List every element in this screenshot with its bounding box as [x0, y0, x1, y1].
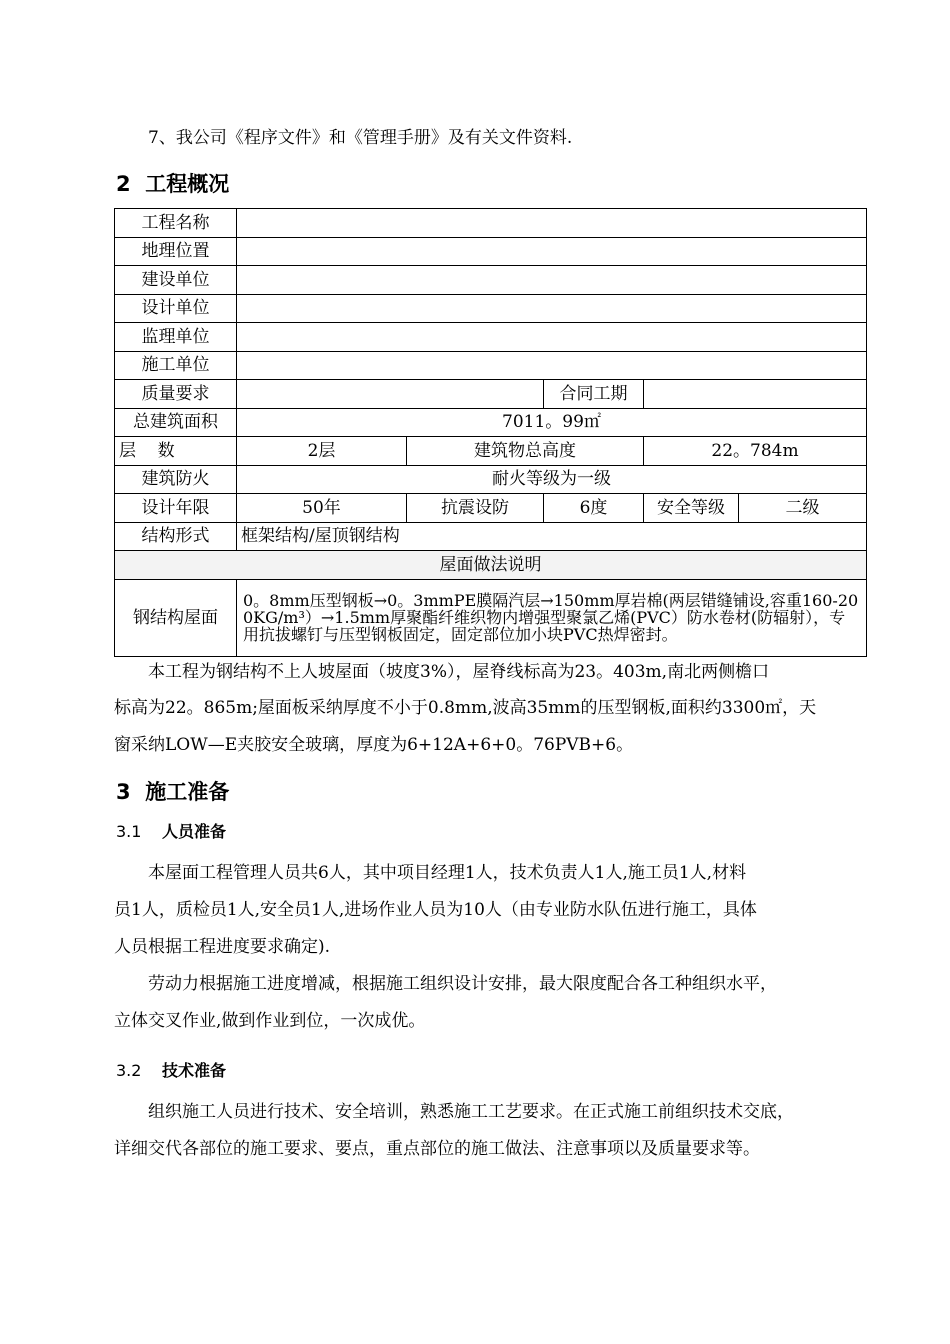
section-3-2-number: 3.2: [116, 1061, 142, 1080]
fire-value: 耐火等级为一级: [237, 465, 867, 494]
section-2-heading: [116, 172, 229, 196]
table-row: [115, 494, 867, 523]
safety-value: 二级: [739, 494, 867, 523]
location-value: [237, 237, 867, 266]
contractor-value: [237, 351, 867, 380]
safety-label: 安全等级: [644, 494, 739, 523]
supervisor-value: [237, 323, 867, 352]
section-3-2-heading: [116, 1061, 226, 1081]
project-name-label: 工程名称: [115, 209, 237, 238]
floors-value: 2层: [237, 437, 407, 466]
total-area-value: 7011。99㎡: [237, 408, 867, 437]
height-label: 建筑物总高度: [407, 437, 644, 466]
labor-paragraph-line-1: 劳动力根据施工进度增减，根据施工组织设计安排，最大限度配合各工种组织水平，: [148, 974, 777, 994]
project-overview-table: [114, 208, 867, 657]
structure-value: 框架结构/屋顶钢结构: [237, 522, 867, 551]
table-row: [115, 209, 867, 238]
seismic-label: 抗震设防: [407, 494, 544, 523]
table-row: [115, 522, 867, 551]
design-life-value: 50年: [237, 494, 407, 523]
total-area-label: 总建筑面积: [115, 408, 237, 437]
table-row: [115, 465, 867, 494]
table-row: [115, 237, 867, 266]
staff-paragraph-line-3: 人员根据工程进度要求确定).: [114, 937, 331, 957]
section-2-title: 工程概况: [145, 172, 230, 196]
supervisor-label: 监理单位: [115, 323, 237, 352]
table-row: [115, 294, 867, 323]
contractor-label: 施工单位: [115, 351, 237, 380]
fire-label: 建筑防火: [115, 465, 237, 494]
section-3-title: 施工准备: [145, 780, 230, 804]
tech-paragraph-line-2: 详细交代各部位的施工要求、要点，重点部位的施工做法、注意事项以及质量要求等。: [114, 1139, 760, 1159]
section-3-1-heading: [116, 822, 226, 842]
design-life-label: 设计年限: [115, 494, 237, 523]
table-row: [115, 351, 867, 380]
table-row: [115, 551, 867, 580]
staff-paragraph-line-1: 本屋面工程管理人员共6人，其中项目经理1人，技术负责人1人,施工员1人,材料: [148, 863, 747, 883]
designer-label: 设计单位: [115, 294, 237, 323]
section-2-number: 2: [116, 172, 131, 196]
structure-label: 结构形式: [115, 522, 237, 551]
table-row: [115, 579, 867, 656]
owner-value: [237, 266, 867, 295]
section-3-2-title: 技术准备: [162, 1061, 227, 1080]
location-label: 地理位置: [115, 237, 237, 266]
quality-label: 质量要求: [115, 380, 237, 409]
tech-paragraph-line-1: 组织施工人员进行技术、安全培训，熟悉施工工艺要求。在正式施工前组织技术交底，: [148, 1102, 794, 1122]
section-3-1-number: 3.1: [116, 822, 142, 841]
project-name-value: [237, 209, 867, 238]
roof-paragraph-line-1: 本工程为钢结构不上人坡屋面（坡度3%），屋脊线标高为23。403m,南北两侧檐口: [148, 662, 770, 682]
roof-paragraph-line-3: 窗采纳LOW—E夹胶安全玻璃，厚度为6+12A+6+0。76PVB+6。: [114, 735, 634, 755]
floors-label: 层 数: [115, 437, 237, 466]
table-row: [115, 380, 867, 409]
section-3-1-title: 人员准备: [162, 822, 227, 841]
height-value: 22。784m: [644, 437, 867, 466]
seismic-value: 6度: [544, 494, 644, 523]
designer-value: [237, 294, 867, 323]
table-row: [115, 437, 867, 466]
staff-paragraph-line-2: 员1人，质检员1人,安全员1人,进场作业人员为10人（由专业防水队伍进行施工，具体: [114, 900, 757, 920]
quality-value: [237, 380, 544, 409]
intro-item-7: 7、我公司《程序文件》和《管理手册》及有关文件资料.: [148, 128, 573, 148]
table-row: [115, 266, 867, 295]
duration-value: [644, 380, 867, 409]
table-row: [115, 408, 867, 437]
section-3-number: 3: [116, 780, 131, 804]
duration-label: 合同工期: [544, 380, 644, 409]
roof-paragraph-line-2: 标高为22。865m;屋面板采纳厚度不小于0.8mm,波高35mm的压型钢板,面积约3300㎡，天: [114, 698, 817, 718]
table-row: [115, 323, 867, 352]
section-3-heading: [116, 780, 229, 804]
roof-section-title: 屋面做法说明: [115, 551, 867, 580]
steel-roof-value: 0。8mm压型钢板→0。3mmPE膜隔汽层→150mm厚岩棉(两层错缝铺设,容重160-200KG/m³）→1.5mm厚聚酯纤维织物内增强型聚氯乙烯(PVC）防水卷材(防辐射），专用抗拔螺钉与压型钢板固定，固定部位加小块PVC热焊密封。: [237, 579, 867, 656]
owner-label: 建设单位: [115, 266, 237, 295]
labor-paragraph-line-2: 立体交叉作业,做到作业到位，一次成优。: [114, 1011, 426, 1031]
steel-roof-label: 钢结构屋面: [115, 579, 237, 656]
